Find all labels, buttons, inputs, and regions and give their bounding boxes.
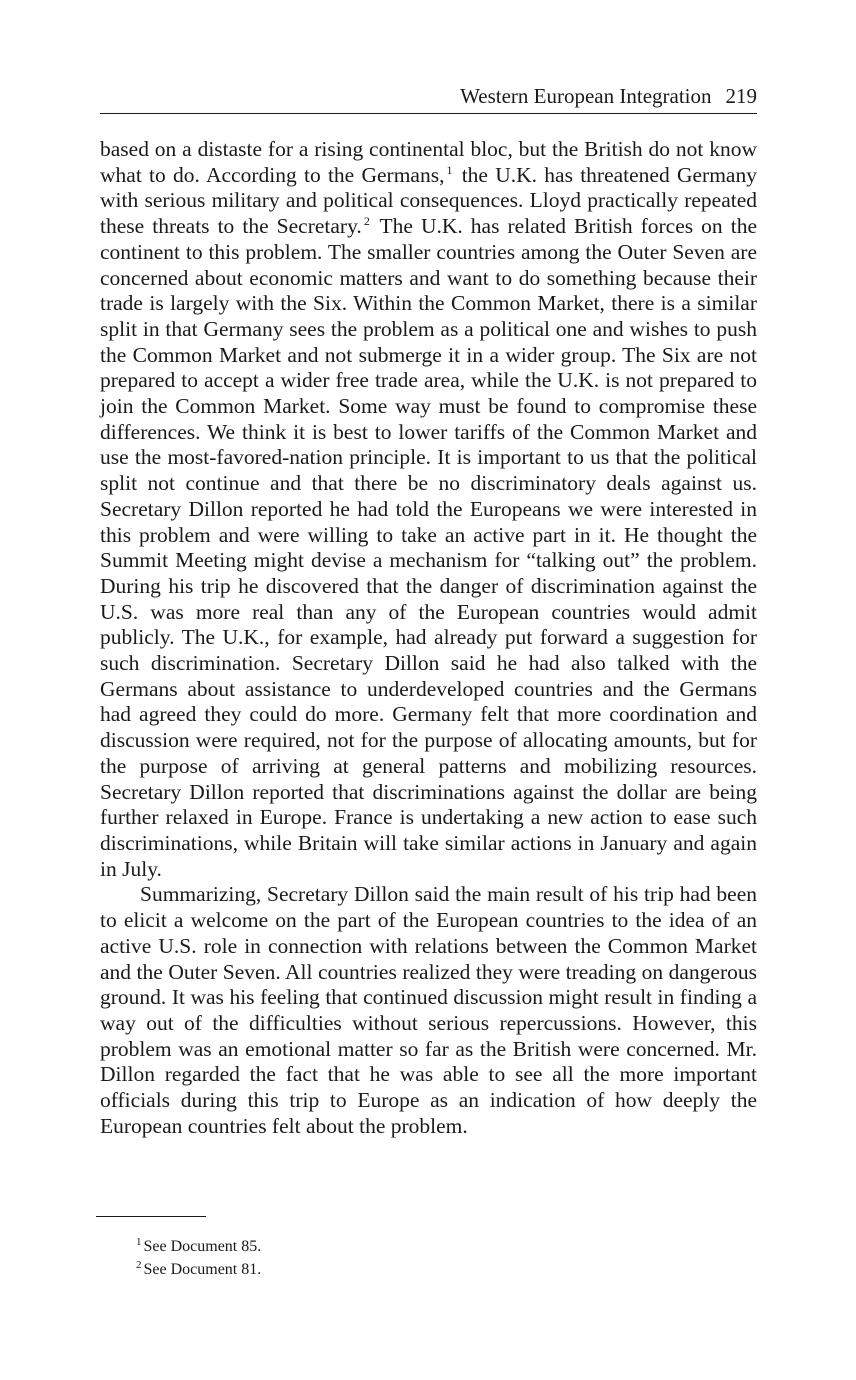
- paragraph-1-part-3: The U.K. has related British forces on the continent to this problem. The smaller countries among the Outer Seven are concerned about economic matters and want to do something because their trade is largely with the Six. Within the Common Market, there is a similar split in that Germany sees the problem as a political one and wishes to push the Common Market and not submerge it in a wider group. The Six are not prepared to accept a wider free trade area, while the U.K. is not prepared to join the Common Market. Some way must be found to compromise these differences. We think it is best to lower tariffs of the Common Market and use the most-favored-nation principle. It is important to us that the political split not continue and that there be no discriminatory deals against us. Secretary Dillon reported he had told the Europeans we were interested in this problem and were willing to take an active part in it. He thought the Summit Meeting might devise a mechanism for “talking out” the problem. During his trip he discovered that the danger of discrimination against the U.S. was more real than any of the European countries would admit publicly. The U.K., for example, had already put forward a suggestion for such discrimination. Secretary Dillon said he had also talked with the Germans about assistance to underdeveloped countries and the Germans had agreed they could do more. Germany felt that more coordination and discussion were required, not for the purpose of allocating amounts, but for the purpose of arriving at general patterns and mobilizing resources. Secretary Dillon reported that discriminations against the dollar are being further relaxed in Europe. France is undertaking a new action to ease such discriminations, while Britain will take similar actions in January and again in July.: [100, 214, 757, 881]
- footnote-1-text: See Document 85.: [143, 1238, 262, 1255]
- footnote-ref-2: 2: [363, 214, 370, 229]
- footnote-1: [136, 1235, 261, 1258]
- paragraph-1-part-2: the U.K. has threatened Germany with serious military and political consequences. Lloyd practically repeated these threats to the Secretary.: [100, 162, 757, 239]
- running-head: [100, 82, 757, 114]
- paragraph-1: [100, 137, 757, 882]
- running-head-title: Western European Integration: [460, 84, 712, 108]
- footnote-2-text: See Document 81.: [143, 1261, 262, 1278]
- footnote-divider: [96, 1216, 206, 1217]
- footnote-2-marker: 2: [136, 1259, 142, 1271]
- paragraph-2: Summarizing, Secretary Dillon said the main result of his trip had been to elicit a welcome on the part of the European countries to the idea of an active U.S. role in connection with relations between the Common Market and the Outer Seven. All countries realized they were treading on dangerous ground. It was his feeling that continued discussion might result in finding a way out of the difficulties without serious repercussions. However, this problem was an emotional matter so far as the British were concerned. Mr. Dillon regarded the fact that he was able to see all the more important officials during this trip to Europe as an indication of how deeply the European countries felt about the problem.: [100, 882, 757, 1138]
- footnote-2: [136, 1258, 261, 1281]
- paragraph-1-part-1: based on a distaste for a rising continental bloc, but the British do not know what to do. According to the Germans,: [100, 137, 757, 187]
- document-page: [100, 82, 757, 1139]
- footnotes: [136, 1235, 261, 1281]
- footnote-ref-1: 1: [446, 162, 453, 177]
- footnote-1-marker: 1: [136, 1236, 142, 1248]
- page-number: 219: [725, 84, 757, 108]
- body-text: [100, 137, 757, 1139]
